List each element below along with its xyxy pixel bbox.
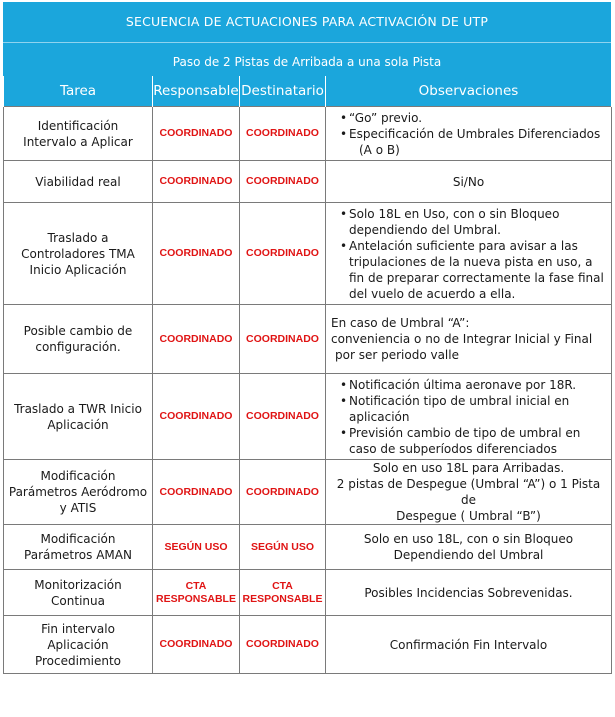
observaciones-cell: Solo en uso 18L para Arribadas. 2 pistas de Despegue (Umbral “A”) o 1 Pista de Despegue ( Umbral “B”) [326, 460, 612, 525]
table-row [4, 616, 612, 674]
observaciones-cell: En caso de Umbral “A”: conveniencia o no de Integrar Inicial y Final por ser periodo valle [326, 305, 612, 374]
destinatario-cell: COORDINADO [240, 460, 326, 525]
task-cell: Modificación Parámetros AMAN [4, 525, 153, 570]
observaciones-cell [326, 203, 612, 305]
list-item: • Notificación última aeronave por 18R. [341, 377, 606, 393]
responsable-cell: COORDINADO [153, 161, 240, 203]
responsable-cell: COORDINADO [153, 305, 240, 374]
destinatario-cell: COORDINADO [240, 203, 326, 305]
task-cell: Viabilidad real [4, 161, 153, 203]
list-item: • Previsión cambio de tipo de umbral en caso de subperíodos diferenciados [341, 425, 606, 457]
task-cell: Fin intervalo Aplicación Procedimiento [4, 616, 153, 674]
observaciones-cell: Si/No [326, 161, 612, 203]
destinatario-cell: COORDINADO [240, 161, 326, 203]
table-row [4, 374, 612, 460]
table-row [4, 107, 612, 161]
observaciones-cell: Posibles Incidencias Sobrevenidas. [326, 570, 612, 616]
responsable-cell: COORDINADO [153, 460, 240, 525]
list-item: • Especificación de Umbrales Diferenciados [341, 126, 606, 142]
table-row [4, 161, 612, 203]
task-cell: Modificación Parámetros Aeródromo y ATIS [4, 460, 153, 525]
actions-table [3, 76, 612, 674]
table-header-row [4, 76, 612, 107]
document-header [3, 2, 611, 76]
list-item: • Solo 18L en Uso, con o sin Bloqueo dependiendo del Umbral. [341, 206, 606, 238]
task-cell: Posible cambio de configuración. [4, 305, 153, 374]
list-item: • Notificación tipo de umbral inicial en aplicación [341, 393, 606, 425]
destinatario-cell: COORDINADO [240, 305, 326, 374]
table-row [4, 305, 612, 374]
responsable-cell: COORDINADO [153, 107, 240, 161]
responsable-cell: SEGÚN USO [153, 525, 240, 570]
task-cell: Traslado a TWR Inicio Aplicación [4, 374, 153, 460]
table-row [4, 203, 612, 305]
task-cell: Monitorización Continua [4, 570, 153, 616]
list-item: • Antelación suficiente para avisar a las tripulaciones de la nueva pista en uso, a fin de preparar correctamente la fase final del vuelo de acuerdo a ella. [341, 238, 606, 302]
destinatario-cell: COORDINADO [240, 107, 326, 161]
destinatario-cell: COORDINADO [240, 374, 326, 460]
table-row [4, 570, 612, 616]
document-subtitle: Paso de 2 Pistas de Arribada a una sola Pista [172, 55, 442, 69]
observation-continuation: (A o B) [359, 142, 400, 157]
column-header-destinatario: Destinatario [240, 76, 326, 107]
observaciones-cell [326, 107, 612, 161]
column-header-tarea: Tarea [4, 76, 153, 107]
task-cell: Traslado a Controladores TMA Inicio Aplicación [4, 203, 153, 305]
destinatario-cell: CTA RESPONSABLE [240, 570, 326, 616]
responsable-cell: CTA RESPONSABLE [153, 570, 240, 616]
destinatario-cell: SEGÚN USO [240, 525, 326, 570]
task-cell: Identificación Intervalo a Aplicar [4, 107, 153, 161]
list-item: • “Go” previo. [341, 110, 606, 126]
column-header-responsable: Responsable [153, 76, 240, 107]
observaciones-cell: Confirmación Fin Intervalo [326, 616, 612, 674]
table-row [4, 525, 612, 570]
document-title: SECUENCIA DE ACTUACIONES PARA ACTIVACIÓN DE UTP [3, 2, 611, 43]
observaciones-cell [326, 374, 612, 460]
responsable-cell: COORDINADO [153, 203, 240, 305]
responsable-cell: COORDINADO [153, 616, 240, 674]
utp-sequence-document [3, 2, 611, 674]
column-header-observaciones: Observaciones [326, 76, 612, 107]
observaciones-cell: Solo en uso 18L, con o sin Bloqueo Dependiendo del Umbral [326, 525, 612, 570]
table-row [4, 460, 612, 525]
destinatario-cell: COORDINADO [240, 616, 326, 674]
responsable-cell: COORDINADO [153, 374, 240, 460]
